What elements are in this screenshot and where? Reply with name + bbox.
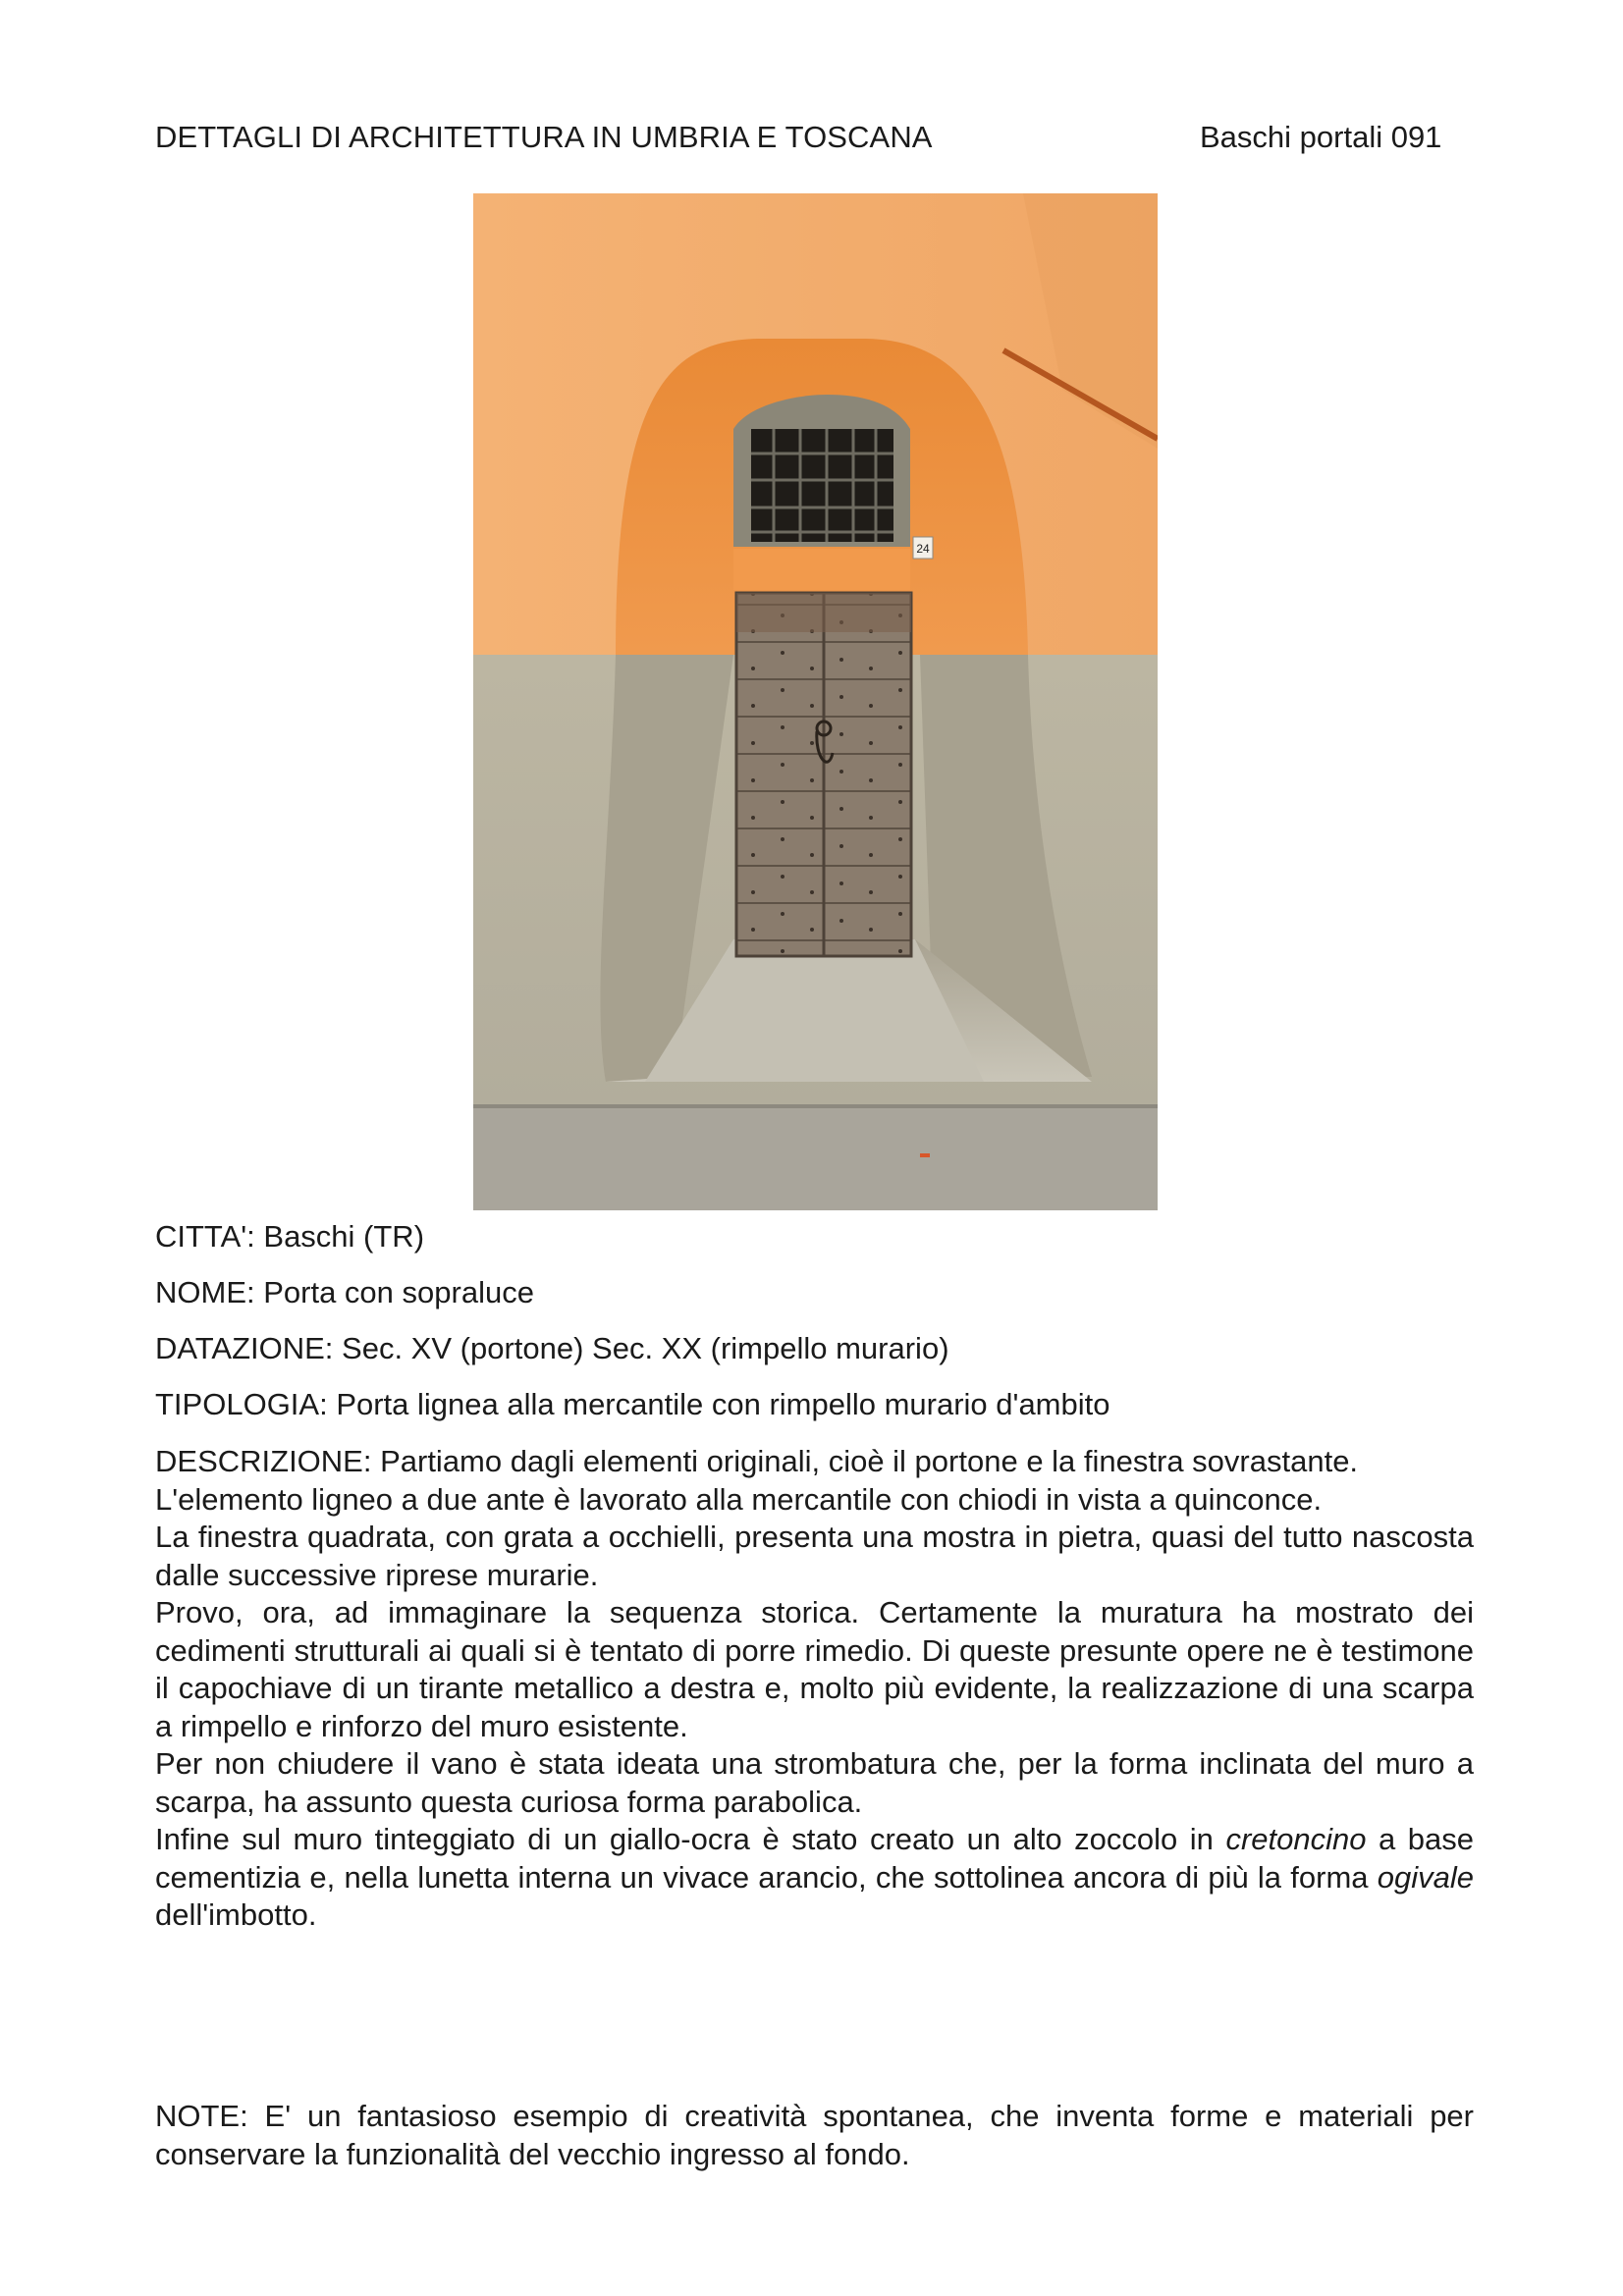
document-title: DETTAGLI DI ARCHITETTURA IN UMBRIA E TOSCANA: [155, 120, 933, 154]
description-paragraph: Provo, ora, ad immaginare la sequenza storica. Certamente la muratura ha mostrato dei cedimenti strutturali ai quali si è tentato di porre rimedio. Di queste presunte opere ne è testimone il capochiave di un tirante metallico a destra e, molto più evidente, la realizzazione di una scarpa a rimpello e rinforzo del muro esistente.: [155, 1595, 1474, 1743]
description-paragraph: La finestra quadrata, con grata a occhielli, presenta una mostra in pietra, quasi del tutto nascosta dalle successive riprese murarie.: [155, 1520, 1474, 1592]
dating-field: DATAZIONE: Sec. XV (portone) Sec. XX (rimpello murario): [155, 1331, 949, 1365]
description-paragraph: L'elemento ligneo a due ante è lavorato alla mercantile con chiodi in vista a quinconce.: [155, 1481, 1323, 1517]
house-number: 24: [916, 542, 930, 556]
description-italic: cretoncino: [1225, 1822, 1367, 1856]
description-paragraph: [155, 1821, 1474, 1935]
description-text: a base cementizia e, nella lunetta interna un vivace arancio, che sottolinea ancora di più la forma: [155, 1822, 1474, 1895]
city-field: CITTA': Baschi (TR): [155, 1219, 425, 1254]
name-field: NOME: Porta con sopraluce: [155, 1275, 534, 1309]
description-text: dell'imbotto.: [155, 1897, 317, 1932]
description-paragraph: Per non chiudere il vano è stata ideata una strombatura che, per la forma inclinata del muro a scarpa, ha assunto questa curiosa forma parabolica.: [155, 1746, 1474, 1819]
description-italic: ogivale: [1377, 1859, 1474, 1895]
description-text: Infine sul muro tinteggiato di un giallo-ocra è stato creato un alto zoccolo in: [155, 1822, 1226, 1856]
description-block: [155, 1443, 1474, 1935]
door-photo: [473, 193, 1158, 1210]
document-code: Baschi portali 091: [1200, 120, 1442, 154]
typology-field: TIPOLOGIA: Porta lignea alla mercantile con rimpello murario d'ambito: [155, 1387, 1110, 1421]
notes-block: [155, 2098, 1474, 2173]
description-paragraph: DESCRIZIONE: Partiamo dagli elementi originali, cioè il portone e la finestra sovrastante.: [155, 1444, 1359, 1478]
notes-text: NOTE: E' un fantasioso esempio di creatività spontanea, che inventa forme e materiali per conservare la funzionalità del vecchio ingresso al fondo.: [155, 2099, 1474, 2171]
